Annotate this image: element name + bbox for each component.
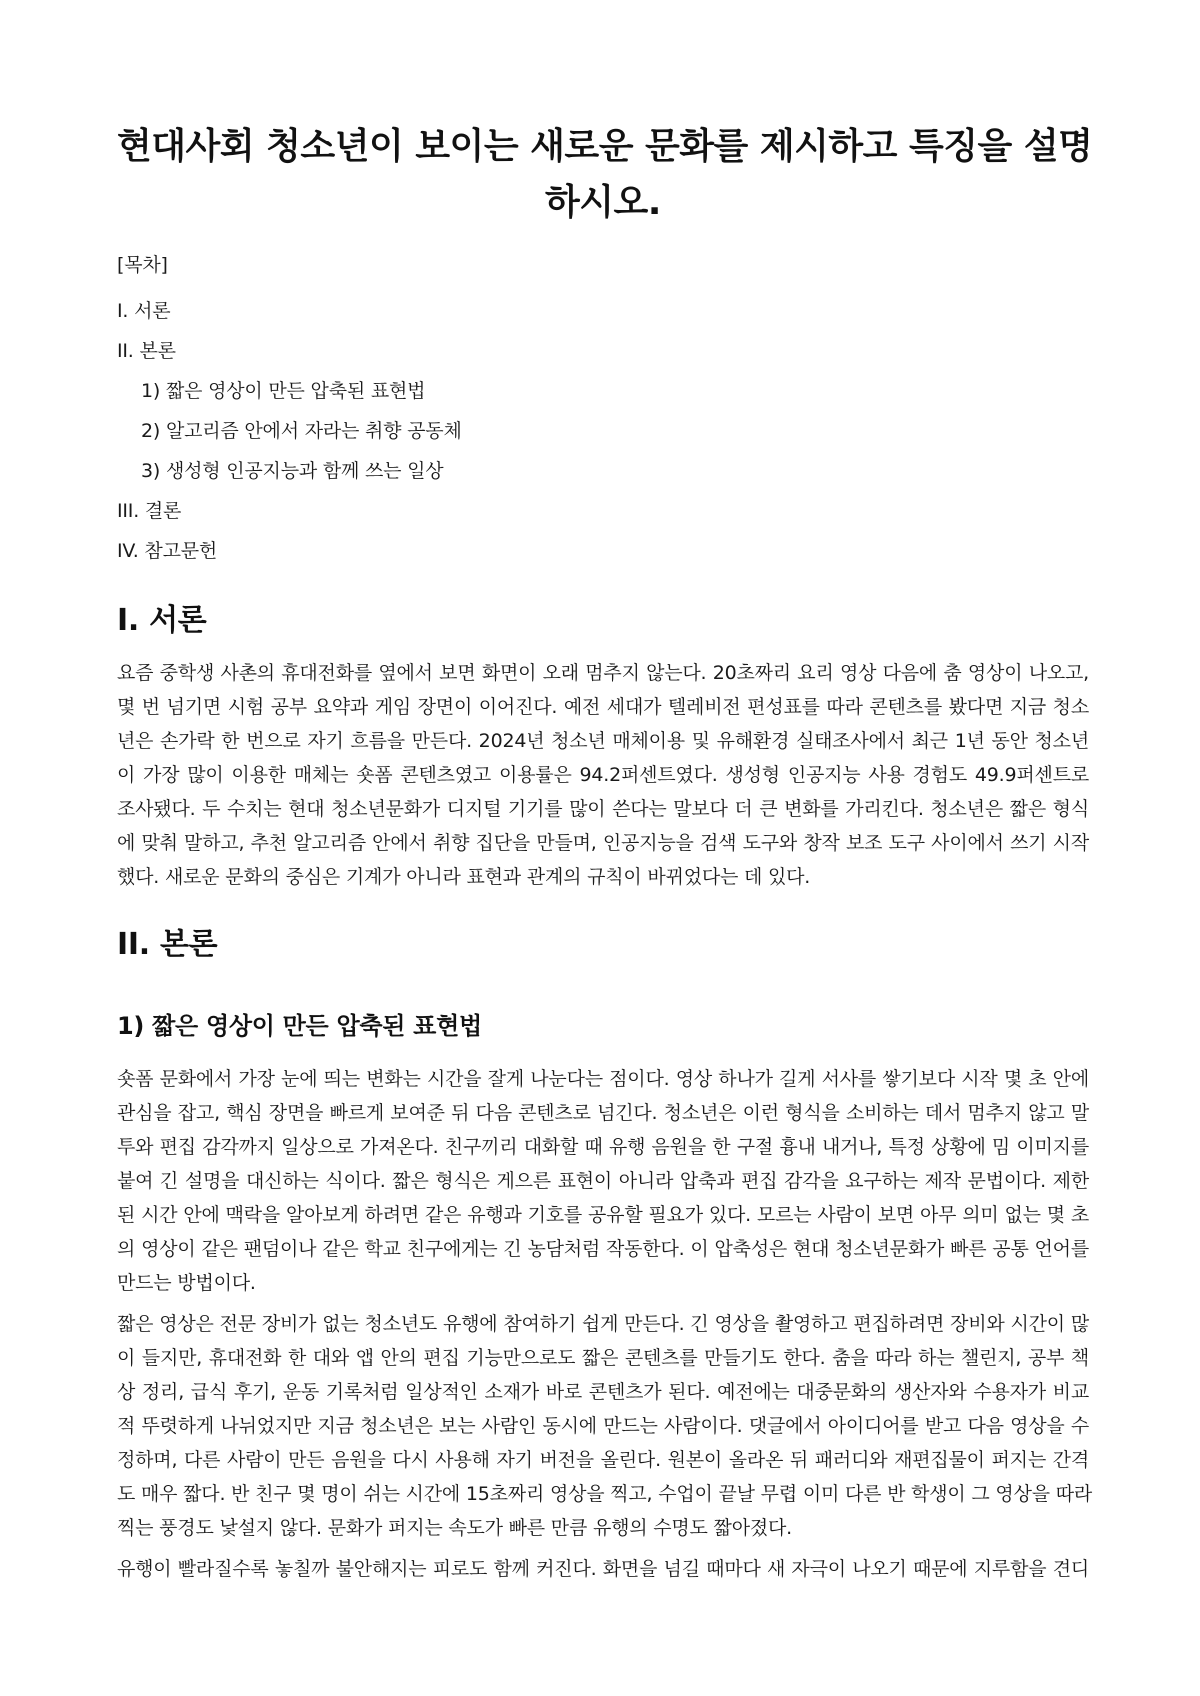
table-of-contents [117,245,1089,571]
paragraph-line: 도 매우 짧다. 반 친구 몇 명이 쉬는 시간에 15초짜리 영상을 찍고, 수업이 끝날 무렵 이미 다른 반 학생이 그 영상을 따라 [117,1483,1093,1505]
subsection-short-video [117,1008,1093,1586]
paragraph-line: 이 들지만, 휴대전화 한 대와 앱 안의 편집 기능만으로도 짧은 콘텐츠를 만들기도 한다. 춤을 따라 하는 챌린지, 공부 책 [117,1347,1089,1369]
toc-item-references: IV. 참고문헌 [117,540,218,562]
paragraph-line: 요즘 중학생 사촌의 휴대전화를 옆에서 보면 화면이 오래 멈추지 않는다. 20초짜리 요리 영상 다음에 춤 영상이 나오고, [117,662,1089,684]
toc-item-conclusion: III. 결론 [117,500,182,522]
paragraph-line: 관심을 잡고, 핵심 장면을 빠르게 보여준 뒤 다음 콘텐츠로 넘긴다. 청소년은 이런 형식을 소비하는 데서 멈추지 않고 말 [117,1102,1089,1124]
paragraph-line: 년은 손가락 한 번으로 자기 흐름을 만든다. 2024년 청소년 매체이용 및 유해환경 실태조사에서 최근 1년 동안 청소년 [117,730,1089,752]
paragraph [117,1307,1093,1545]
paragraph [117,656,1089,894]
toc-heading: [목차] [117,254,168,276]
paragraph-line: 투와 편집 감각까지 일상으로 가져온다. 친구끼리 대화할 때 유행 음원을 한 구절 흉내 내거나, 특정 상황에 밈 이미지를 [117,1136,1089,1158]
paragraph-line: 유행이 빨라질수록 놓칠까 불안해지는 피로도 함께 커진다. 화면을 넘길 때마다 새 자극이 나오기 때문에 지루함을 견디 [117,1558,1089,1580]
paragraph-line: 만드는 방법이다. [117,1272,256,1294]
paragraph-line: 의 영상이 같은 팬덤이나 같은 학교 친구에게는 긴 농담처럼 작동한다. 이 압축성은 현대 청소년문화가 빠른 공통 언어를 [117,1238,1089,1260]
section-intro [117,601,1089,894]
paragraph-line: 조사됐다. 두 수치는 현대 청소년문화가 디지털 기기를 많이 쓴다는 말보다 더 큰 변화를 가리킨다. 청소년은 짧은 형식 [117,798,1089,820]
paragraph-line: 이 가장 많이 이용한 매체는 숏폼 콘텐츠였고 이용률은 94.2퍼센트였다. 생성형 인공지능 사용 경험도 49.9퍼센트로 [117,764,1089,786]
section-main [117,925,1093,1586]
paragraph-line: 에 맞춰 말하고, 추천 알고리즘 안에서 취향 집단을 만들며, 인공지능을 검색 도구와 창작 보조 도구 사이에서 쓰기 시작 [117,832,1089,854]
paragraph-line: 짧은 영상은 전문 장비가 없는 청소년도 유행에 참여하기 쉽게 만든다. 긴 영상을 촬영하고 편집하려면 장비와 시간이 많 [117,1313,1089,1335]
subsection-heading-short-video: 1) 짧은 영상이 만든 압축된 표현법 [117,1012,482,1040]
toc-item-main: II. 본론 [117,340,176,362]
paragraph [117,1552,1089,1586]
section-heading-intro: I. 서론 [117,603,207,638]
toc-item-intro: I. 서론 [117,300,171,322]
paragraph-line: 정하며, 다른 사람이 만든 음원을 다시 사용해 자기 버전을 올린다. 원본이 올라온 뒤 패러디와 재편집물이 퍼지는 간격 [117,1449,1089,1471]
toc-subitem-generative-ai: 3) 생성형 인공지능과 함께 쓰는 일상 [141,460,444,482]
toc-subitem-short-video: 1) 짧은 영상이 만든 압축된 표현법 [141,380,426,402]
paragraph-line: 숏폼 문화에서 가장 눈에 띄는 변화는 시간을 잘게 나눈다는 점이다. 영상 하나가 길게 서사를 쌓기보다 시작 몇 초 안에 [117,1068,1089,1090]
paragraph [117,1062,1089,1300]
toc-subitem-algorithm-community: 2) 알고리즘 안에서 자라는 취향 공동체 [141,420,462,442]
paragraph-line: 된 시간 안에 맥락을 알아보게 하려면 같은 유행과 기호를 공유할 필요가 있다. 모르는 사람이 보면 아무 의미 없는 몇 초 [117,1204,1089,1226]
document-content [117,119,1093,1586]
paragraph-line: 했다. 새로운 문화의 중심은 기계가 아니라 표현과 관계의 규칙이 바뀌었다는 데 있다. [117,866,811,888]
paragraph-line: 붙여 긴 설명을 대신하는 식이다. 짧은 형식은 게으른 표현이 아니라 압축과 편집 감각을 요구하는 제작 문법이다. 제한 [117,1170,1089,1192]
section-heading-main: II. 본론 [117,927,218,962]
paragraph-line: 상 정리, 급식 후기, 운동 기록처럼 일상적인 소재가 바로 콘텐츠가 된다. 예전에는 대중문화의 생산자와 수용자가 비교 [117,1381,1089,1403]
paragraph-line: 적 뚜렷하게 나뉘었지만 지금 청소년은 보는 사람인 동시에 만드는 사람이다. 댓글에서 아이디어를 받고 다음 영상을 수 [117,1415,1089,1437]
paragraph-line: 몇 번 넘기면 시험 공부 요약과 게임 장면이 이어진다. 예전 세대가 텔레비전 편성표를 따라 콘텐츠를 봤다면 지금 청소 [117,696,1089,718]
paragraph-line: 찍는 풍경도 낯설지 않다. 문화가 퍼지는 속도가 빠른 만큼 유행의 수명도 짧아졌다. [117,1517,792,1539]
document-title-line: 현대사회 청소년이 보이는 새로운 문화를 제시하고 특징을 설명 [117,126,1093,167]
document-title-line: 하시오. [544,182,661,223]
document-title [117,119,1093,231]
